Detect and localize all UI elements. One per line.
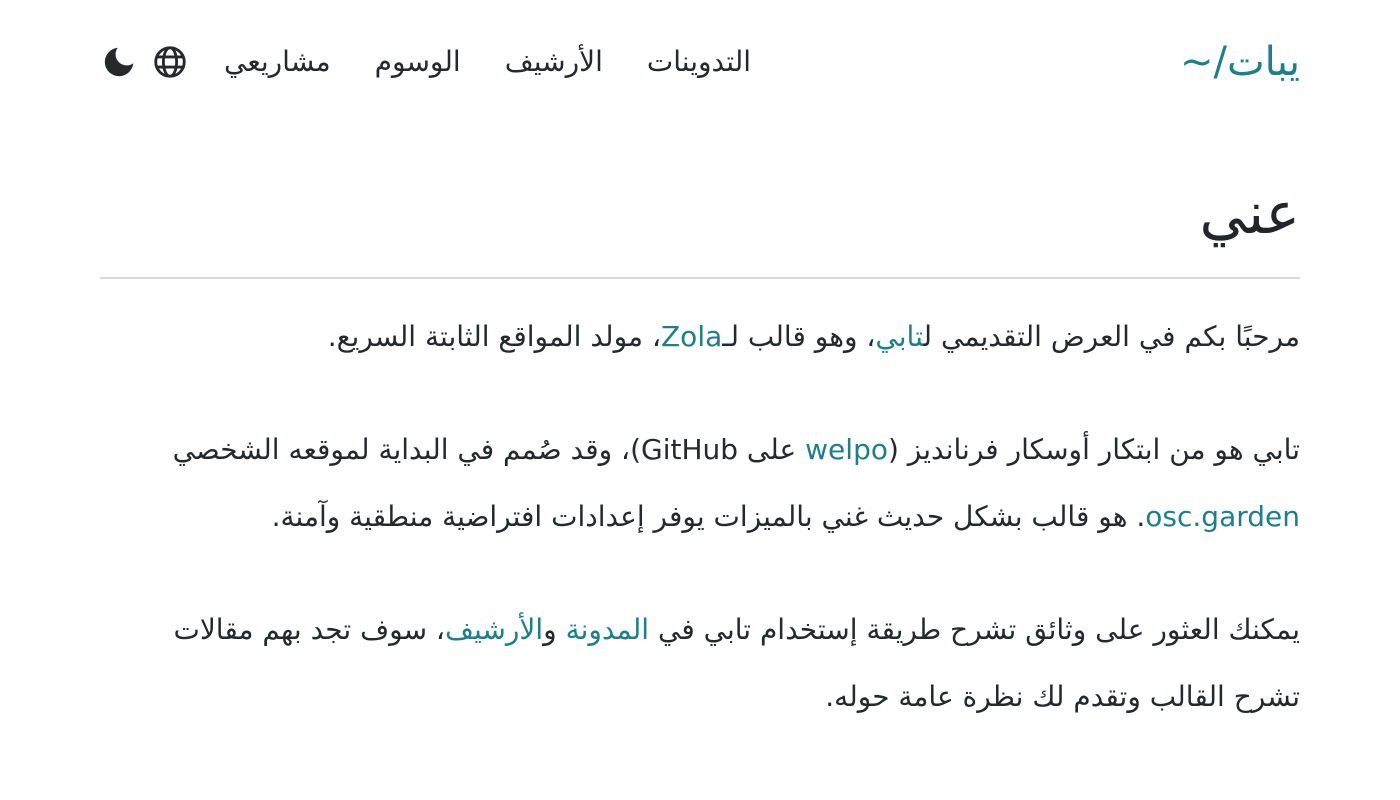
paragraph xyxy=(100,303,1300,370)
text-segment: . هو قالب بشكل حديث غني بالميزات يوفر إعدادات افتراضية منطقية وآمنة. xyxy=(271,500,1146,534)
moon-icon xyxy=(100,43,138,81)
nav-item-tags[interactable]: الوسوم xyxy=(374,45,461,79)
text-segment: ، مولد المواقع الثابتة السريع. xyxy=(327,320,661,354)
text-segment: ، سوف تجد بهم مقالات تشرح القالب وتقدم لك نظرة عامة حوله. xyxy=(173,613,1300,714)
language-switcher-button[interactable] xyxy=(152,44,188,80)
nav-item-posts[interactable]: التدوينات xyxy=(646,45,752,79)
text-segment: و xyxy=(543,613,566,647)
text-segment: تابي هو من ابتكار أوسكار فرنانديز ( xyxy=(887,433,1300,467)
page-container xyxy=(100,0,1300,730)
globe-icon xyxy=(152,44,188,80)
theme-toggle-button[interactable] xyxy=(100,43,138,81)
page-title: عني xyxy=(1199,179,1300,247)
site-title-link[interactable] xyxy=(1180,40,1300,84)
site-title: ~/تابي xyxy=(1179,39,1300,85)
paragraph xyxy=(100,596,1300,730)
text-segment: على GitHub)، وقد صُمم في البداية لموقعه الشخصي xyxy=(172,433,806,467)
paragraph xyxy=(100,416,1300,550)
inline-link[interactable]: تابي xyxy=(875,320,924,354)
main-nav xyxy=(100,43,751,81)
about-content xyxy=(100,303,1300,730)
nav-item-archive[interactable]: الأرشيف xyxy=(504,45,603,79)
text-segment: مرحبًا بكم في العرض التقديمي ل xyxy=(923,320,1300,354)
inline-link[interactable]: osc.garden xyxy=(1145,500,1300,534)
title-divider xyxy=(100,277,1300,279)
site-header xyxy=(100,0,1300,84)
inline-link[interactable]: المدونة xyxy=(565,613,650,647)
text-segment: ، وهو قالب لـ xyxy=(722,320,876,354)
inline-link[interactable]: الأرشيف xyxy=(444,613,544,647)
nav-item-projects[interactable]: مشاريعي xyxy=(224,45,331,79)
text-segment: يمكنك العثور على وثائق تشرح طريقة إستخدام تابي في xyxy=(649,613,1300,647)
inline-link[interactable]: Zola xyxy=(661,320,723,354)
inline-link[interactable]: welpo xyxy=(805,433,888,467)
main-content xyxy=(100,176,1300,730)
